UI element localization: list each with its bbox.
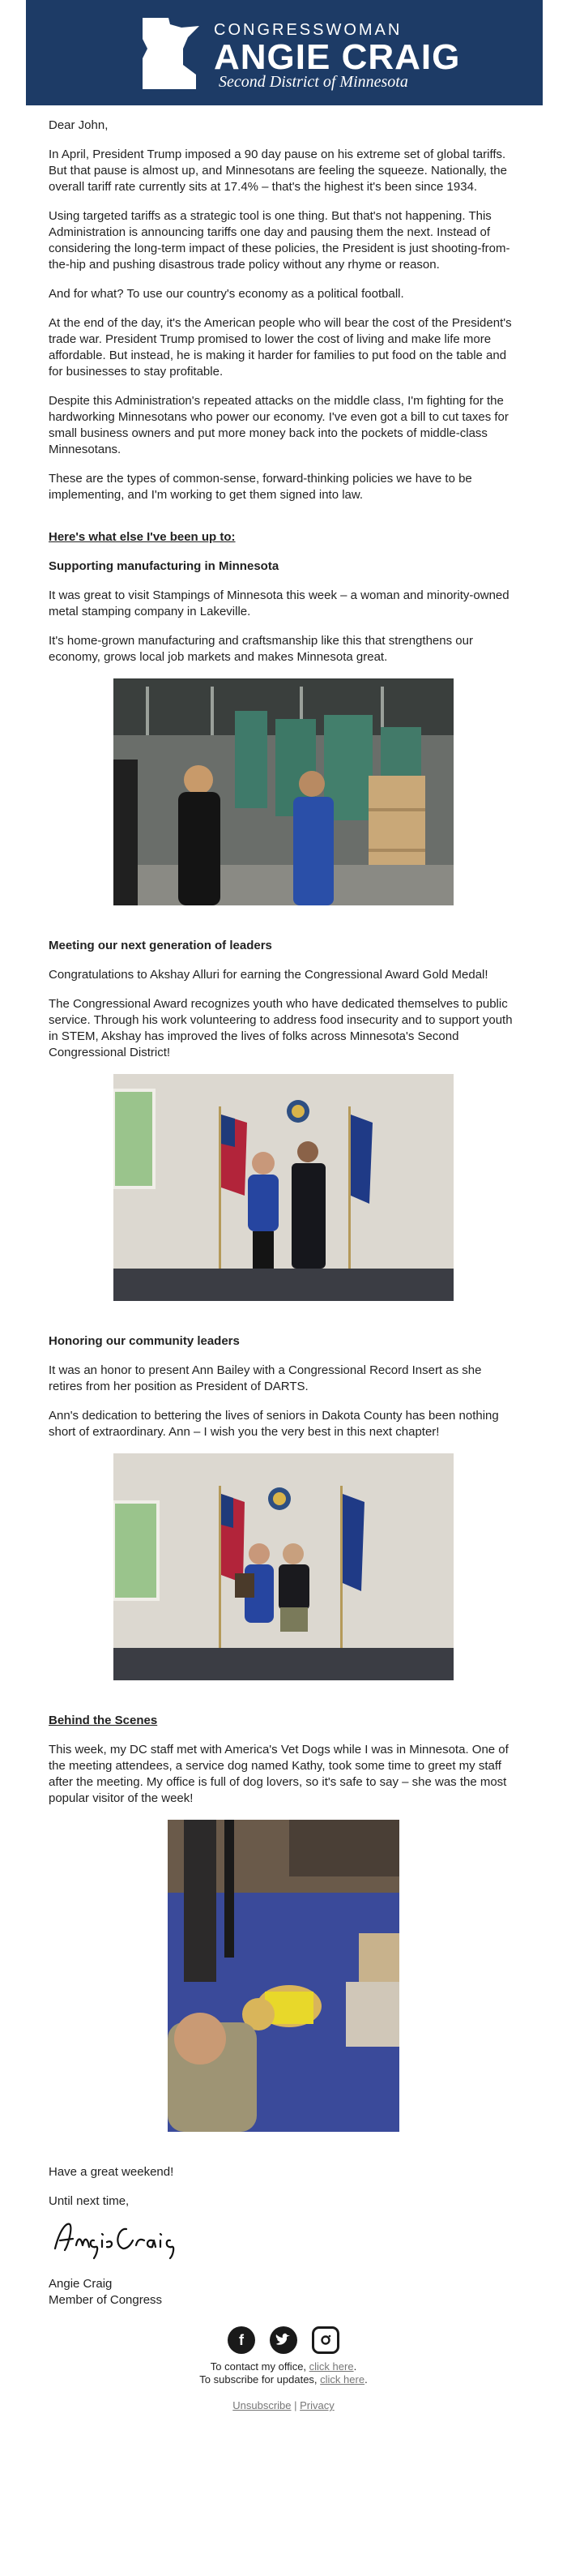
community-heading: Honoring our community leaders [49, 1334, 240, 1348]
instagram-icon[interactable] [312, 2326, 339, 2354]
greeting: Dear John, [49, 118, 109, 132]
footer-links [49, 2399, 518, 2412]
scenes-heading: Behind the Scenes [49, 1714, 158, 1727]
leaders-p2: The Congressional Award recognizes youth who have dedicated themselves to public service. Through his work volunteering to address food insecurity and to support youth in STEM, Akshay has improved the lives of folks across Minnesota's Second Congressional District! [49, 997, 513, 1059]
privacy-link[interactable]: Privacy [300, 2399, 335, 2411]
contact-line: To contact my office, click here. [210, 2360, 357, 2373]
unsubscribe-link[interactable]: Unsubscribe [232, 2399, 292, 2411]
award-photo [113, 1074, 454, 1301]
community-p1: It was an honor to present Ann Bailey with a Congressional Record Insert as she retires from her position as President of DARTS. [49, 1363, 482, 1393]
subscribe-line: To subscribe for updates, click here. [199, 2373, 368, 2386]
up-to-heading: Here's what else I've been up to: [49, 530, 236, 544]
subscribe-link[interactable]: click here [320, 2373, 365, 2386]
facebook-icon[interactable]: f [228, 2326, 255, 2354]
letter-paragraph: These are the types of common-sense, forward-thinking policies we have to be implementing, and I'm working to get them signed into law. [49, 472, 472, 502]
social-links [49, 2326, 518, 2354]
manufacturing-p1: It was great to visit Stampings of Minnesota this week – a woman and minority-owned metal stamping company in Lakeville. [49, 588, 509, 618]
minnesota-state-icon [139, 16, 202, 91]
banner-congresswoman: CONGRESSWOMAN [214, 21, 403, 39]
twitter-icon[interactable] [270, 2326, 297, 2354]
closing-until: Until next time, [49, 2194, 130, 2208]
scenes-p1: This week, my DC staff met with America's Vet Dogs while I was in Minnesota. One of the meeting attendees, a service dog named Kathy, took some time to greet my staff after the meeting. My office is full of dog lovers, so it's safe to say – she was the most popular visitor of the week! [49, 1743, 509, 1805]
letter-paragraph: Despite this Administration's repeated attacks on the middle class, I'm fighting for the hardworking Minnesotans who power our economy. I've even got a bill to cut taxes for small business owners and put more money back into the pockets of middle-class Minnesotans. [49, 394, 509, 456]
leaders-heading: Meeting our next generation of leaders [49, 939, 272, 952]
signer-title: Member of Congress [49, 2293, 163, 2307]
contact-link[interactable]: click here [309, 2360, 354, 2373]
service-dog-photo [168, 1820, 399, 2132]
letter-paragraph: Using targeted tariffs as a strategic tool is one thing. But that's not happening. This Administration is announcing tariffs one day and pausing them the next. Instead of considering the long-term impact of these policies, the President is just shooting-from-the-hip and pushing disastrous trade policy without any rhyme or reason. [49, 209, 510, 272]
closing-weekend: Have a great weekend! [49, 2165, 174, 2179]
factory-photo [113, 678, 454, 905]
manufacturing-p2: It's home-grown manufacturing and craftsmanship like this that strengthens our economy, grows local job markets and makes Minnesota great. [49, 634, 473, 664]
footer [49, 2326, 518, 2412]
letter-paragraph: In April, President Trump imposed a 90 day pause on his extreme set of global tariffs. But that pause is almost up, and Minnesotans are feeling the squeeze. Nationally, the overall tariff rate currently sits at 17.4% – that's the highest it's been since 1934. [49, 148, 507, 194]
banner-district: Second District of Minnesota [219, 73, 408, 91]
separator: | [294, 2399, 297, 2411]
banner-name: ANGIE CRAIG [214, 37, 461, 77]
record-insert-photo [113, 1453, 454, 1680]
leaders-p1: Congratulations to Akshay Alluri for earning the Congressional Award Gold Medal! [49, 968, 488, 982]
newsletter-body [49, 118, 518, 2412]
signature-image [49, 2213, 518, 2266]
header-banner [26, 0, 543, 105]
community-p2: Ann's dedication to bettering the lives of seniors in Dakota County has been nothing short of extraordinary. Ann – I wish you the very best in this next chapter! [49, 1409, 499, 1439]
letter-paragraph: And for what? To use our country's economy as a political football. [49, 287, 404, 301]
signer-name: Angie Craig [49, 2277, 113, 2291]
manufacturing-heading: Supporting manufacturing in Minnesota [49, 559, 279, 573]
letter-paragraph: At the end of the day, it's the American people who will bear the cost of the President's trade war. President Trump promised to lower the cost of living and make life more affordable. But instead, he is making it harder for families to put food on the table and for businesses to stay profitable. [49, 316, 512, 379]
